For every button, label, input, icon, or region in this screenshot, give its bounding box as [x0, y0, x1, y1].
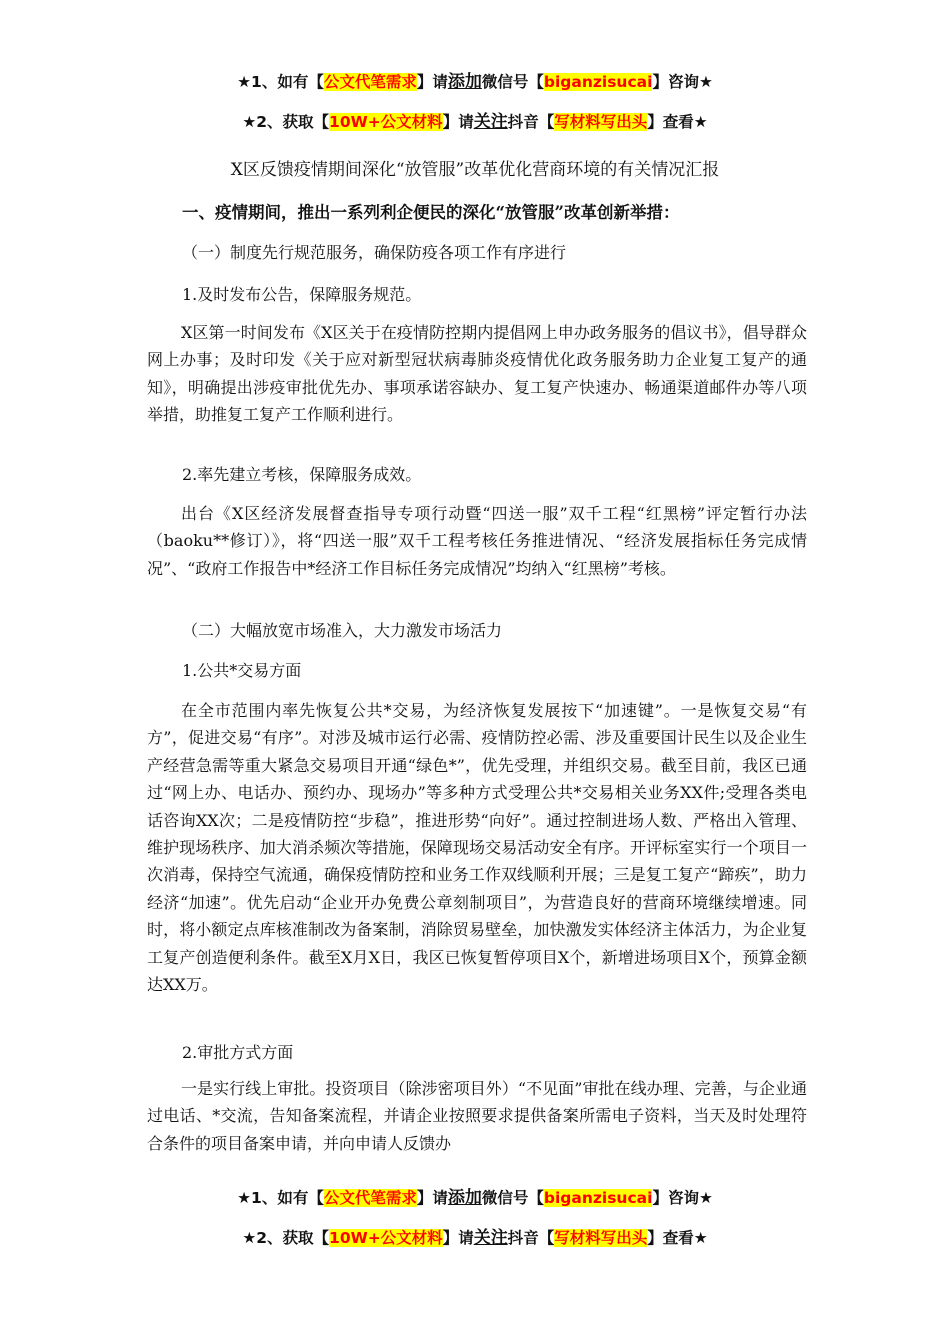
banner-highlight: 写材料写出头	[554, 113, 648, 131]
item-heading-3: 1.公共*交易方面	[182, 661, 302, 680]
promo-banner-top-2	[0, 110, 950, 134]
banner-text: 】咨询★	[652, 73, 713, 91]
banner-text: 】请	[442, 1229, 474, 1247]
banner-highlight: biganzisucai	[543, 73, 653, 91]
banner-highlight: 10W+公文材料	[329, 1229, 443, 1247]
promo-banner-bottom-1	[0, 1186, 950, 1210]
banner-text: 】请	[416, 73, 448, 91]
banner-text: 抖音【	[507, 1229, 555, 1247]
banner-underline: 关注	[473, 112, 508, 132]
promo-banner-bottom-2	[0, 1226, 950, 1250]
subsection-heading-1: （一）制度先行规范服务，确保防疫各项工作有序进行	[182, 243, 567, 262]
item-heading-2: 2.率先建立考核，保障服务成效。	[182, 465, 422, 484]
banner-text: 】查看★	[647, 1229, 708, 1247]
paragraph-4: 一是实行线上审批。投资项目（除涉密项目外）“不见面”审批在线办理、完善，与企业通过电话、*交流，告知备案流程，并请企业按照要求提供备案所需电子资料，当天及时处理符合条件的项目备案申请，并向申请人反馈办	[147, 1079, 807, 1153]
banner-text: 】请	[416, 1189, 448, 1207]
promo-banner-top-1	[0, 70, 950, 94]
banner-highlight: 公文代笔需求	[323, 73, 417, 91]
banner-highlight: 写材料写出头	[554, 1229, 648, 1247]
banner-text: 】查看★	[647, 113, 708, 131]
banner-text: 】请	[442, 113, 474, 131]
banner-underline: 关注	[473, 1228, 508, 1248]
banner-text: ★1、如有【	[237, 73, 324, 91]
banner-highlight: biganzisucai	[543, 1189, 653, 1207]
section-heading-1: 一、疫情期间，推出一系列利企便民的深化“放管服”改革创新举措：	[182, 203, 680, 222]
document-title: X区反馈疫情期间深化“放管服”改革优化营商环境的有关情况汇报	[230, 160, 720, 180]
banner-underline: 添加	[447, 1188, 482, 1208]
banner-text: ★1、如有【	[237, 1189, 324, 1207]
banner-highlight: 10W+公文材料	[329, 113, 443, 131]
subsection-heading-2: （二）大幅放宽市场准入，大力激发市场活力	[182, 621, 503, 640]
paragraph-2: 出台《X区经济发展督查指导专项行动暨“四送一服”双千工程“红黑榜”评定暂行办法（baoku**修订）》，将“四送一服”双千工程考核任务推进情况、“经济发展指标任务完成情况”、“政府工作报告中*经济工作目标任务完成情况”均纳入“红黑榜”考核。	[147, 504, 807, 578]
item-heading-4: 2.审批方式方面	[182, 1043, 294, 1062]
banner-text: 微信号【	[481, 73, 544, 91]
paragraph-3: 在全市范围内率先恢复公共*交易，为经济恢复发展按下“加速键”。一是恢复交易“有方”，促进交易“有序”。对涉及城市运行必需、疫情防控必需、涉及重要国计民生以及企业生产经营急需等重大紧急交易项目开通“绿色*”，优先受理，并组织交易。截至目前，我区已通过“网上办、电话办、预约办、现场办”等多种方式受理公共*交易相关业务XX件;受理各类电话咨询XX次；二是疫情防控“步稳”，推进形势“向好”。通过控制进场人数、严格出入管理、维护现场秩序、加大消杀频次等措施，保障现场交易活动安全有序。开评标室实行一个项目一次消毒，保持空气流通，确保疫情防控和业务工作双线顺利开展；三是复工复产“蹄疾”，助力经济“加速”。优先启动“企业开办免费公章刻制项目”，为营造良好的营商环境继续增速。同时，将小额定点库核准制改为备案制，消除贸易壁垒，加快激发实体经济主体活力，为企业复工复产创造便利条件。截至X月X日，我区已恢复暂停项目X个，新增进场项目X个，预算金额达XX万。	[147, 701, 807, 995]
banner-text: 】咨询★	[652, 1189, 713, 1207]
paragraph-1: X区第一时间发布《X区关于在疫情防控期内提倡网上申办政务服务的倡议书》，倡导群众网上办事；及时印发《关于应对新型冠状病毒肺炎疫情优化政务服务助力企业复工复产的通知》，明确提出涉疫审批优先办、事项承诺容缺办、复工复产快速办、畅通渠道邮件办等八项举措，助推复工复产工作顺利进行。	[147, 323, 807, 425]
banner-underline: 添加	[447, 72, 482, 92]
banner-highlight: 公文代笔需求	[323, 1189, 417, 1207]
item-heading-1: 1.及时发布公告，保障服务规范。	[182, 285, 422, 304]
banner-text: 抖音【	[507, 113, 555, 131]
banner-text: ★2、获取【	[242, 113, 330, 131]
banner-text: ★2、获取【	[242, 1229, 330, 1247]
banner-text: 微信号【	[481, 1189, 544, 1207]
